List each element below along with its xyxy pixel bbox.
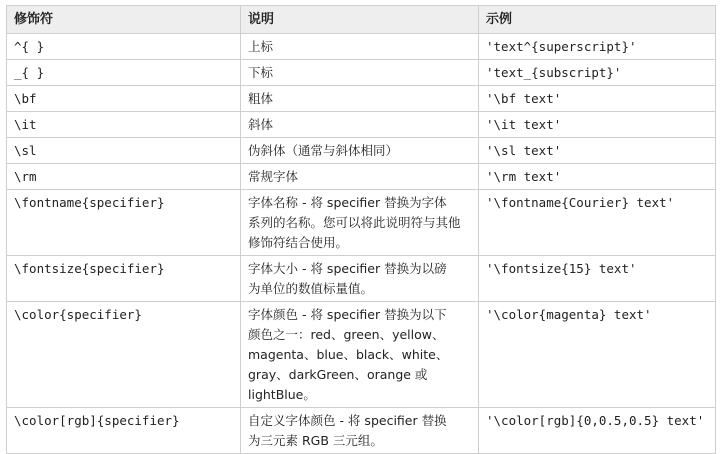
example-cell: '\color[rgb]{0,0.5,0.5} text' — [479, 408, 716, 454]
description-line: 修饰符结合使用。 — [248, 235, 349, 250]
modifier-cell: \fontname{specifier} — [7, 190, 241, 256]
table-row — [7, 112, 716, 138]
modifier-cell: \rm — [7, 164, 241, 190]
example-cell: 'text^{superscript}' — [479, 34, 716, 60]
example-cell: 'text_{subscript}' — [479, 60, 716, 86]
modifier-table — [6, 5, 716, 454]
table-header-row — [7, 6, 716, 34]
description-line: 颜色之一：red、green、yellow、 — [248, 327, 445, 342]
description-line: 粗体 — [248, 91, 274, 106]
table-row — [7, 60, 716, 86]
modifier-cell: \sl — [7, 138, 241, 164]
header-example: 示例 — [479, 6, 716, 34]
header-modifier: 修饰符 — [7, 6, 241, 34]
example-cell: '\fontsize{15} text' — [479, 256, 716, 302]
description-line: 字体颜色 - 将 specifier 替换为以下 — [248, 307, 447, 322]
description-line: 字体大小 - 将 specifier 替换为以磅 — [248, 261, 447, 276]
table-row — [7, 190, 716, 256]
description-cell — [241, 256, 479, 302]
modifier-cell: \fontsize{specifier} — [7, 256, 241, 302]
table-row — [7, 34, 716, 60]
header-description: 说明 — [241, 6, 479, 34]
description-cell — [241, 302, 479, 408]
description-line: 自定义字体颜色 - 将 specifier 替换 — [248, 413, 447, 428]
description-line: 常规字体 — [248, 169, 299, 184]
modifier-cell: \color{specifier} — [7, 302, 241, 408]
example-cell: '\fontname{Courier} text' — [479, 190, 716, 256]
description-cell — [241, 408, 479, 454]
example-cell: '\color{magenta} text' — [479, 302, 716, 408]
description-line: 上标 — [248, 39, 274, 54]
description-cell — [241, 138, 479, 164]
example-cell: '\bf text' — [479, 86, 716, 112]
description-line: 系列的名称。您可以将此说明符与其他 — [248, 215, 461, 230]
description-line: 伪斜体（通常与斜体相同） — [248, 143, 399, 158]
description-line: 为三元素 RGB 三元组。 — [248, 433, 383, 448]
description-line: gray、darkGreen、orange 或 — [248, 367, 428, 382]
table-row — [7, 138, 716, 164]
table-row — [7, 408, 716, 454]
description-line: 字体名称 - 将 specifier 替换为字体 — [248, 195, 447, 210]
example-cell: '\it text' — [479, 112, 716, 138]
description-cell — [241, 190, 479, 256]
description-cell — [241, 34, 479, 60]
description-cell — [241, 86, 479, 112]
example-cell: '\sl text' — [479, 138, 716, 164]
description-line: 下标 — [248, 65, 274, 80]
table-row — [7, 86, 716, 112]
modifier-cell: \bf — [7, 86, 241, 112]
modifier-cell: \it — [7, 112, 241, 138]
table-row — [7, 302, 716, 408]
description-line: 为单位的数值标量值。 — [248, 281, 374, 296]
description-line: 斜体 — [248, 117, 274, 132]
table-row — [7, 256, 716, 302]
description-line: magenta、blue、black、white、 — [248, 347, 449, 362]
modifier-cell: _{ } — [7, 60, 241, 86]
description-cell — [241, 60, 479, 86]
description-cell — [241, 112, 479, 138]
modifier-cell: ^{ } — [7, 34, 241, 60]
description-cell — [241, 164, 479, 190]
table-row — [7, 164, 716, 190]
description-line: lightBlue。 — [248, 387, 316, 402]
example-cell: '\rm text' — [479, 164, 716, 190]
modifier-cell: \color[rgb]{specifier} — [7, 408, 241, 454]
